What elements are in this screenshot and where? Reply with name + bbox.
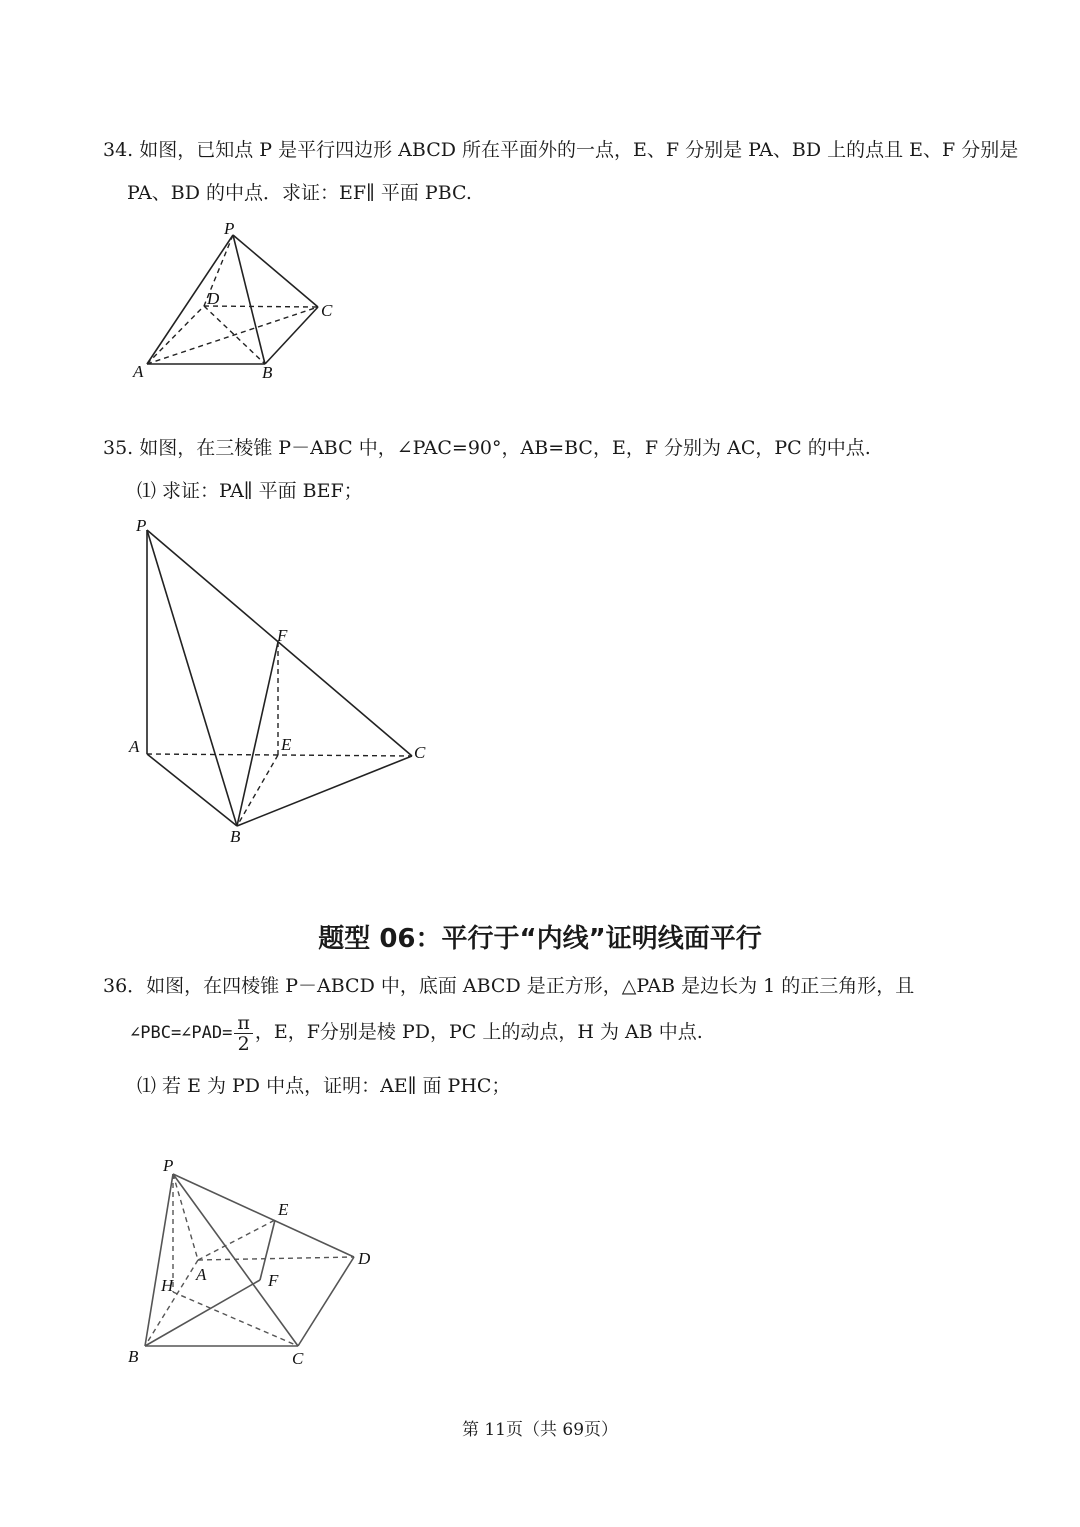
- fraction-denominator: 2: [237, 1032, 250, 1055]
- label-c: C: [292, 1349, 304, 1368]
- edge-bc: [237, 756, 412, 826]
- label-d: D: [358, 1249, 371, 1268]
- edge-ad: [198, 1257, 354, 1260]
- edge-pb: [233, 235, 265, 364]
- label-c: C: [414, 743, 426, 762]
- q36-condition: [130, 1012, 703, 1054]
- label-b: B: [230, 827, 241, 846]
- edge-pd: [173, 1174, 354, 1257]
- label-a: A: [133, 362, 144, 381]
- edge-pc: [233, 235, 318, 307]
- fraction-numerator: π: [234, 1013, 253, 1034]
- edge-pb: [147, 530, 237, 826]
- label-f: F: [277, 626, 288, 645]
- q35-line1: 35. 如图，在三棱锥 P－ABC 中，∠PAC=90°，AB=BC，E，F 分别为 AC，PC 的中点.: [103, 437, 871, 459]
- q35-figure: [120, 510, 440, 854]
- edge-pa: [147, 235, 233, 364]
- q34-line1: 34. 如图，已知点 P 是平行四边形 ABCD 所在平面外的一点，E、F 分别是 PA、BD 上的点且 E、F 分别是: [103, 139, 1019, 161]
- edge-pb: [145, 1174, 173, 1346]
- label-b: B: [262, 363, 273, 382]
- edge-pa: [173, 1174, 198, 1260]
- edge-bc: [265, 307, 318, 364]
- pi-over-2-fraction: [234, 1013, 253, 1054]
- q36-angle-condition: ∠PBC=∠PAD=: [130, 1023, 233, 1043]
- label-e: E: [278, 1200, 289, 1219]
- q36-part1: ⑴ 若 E 为 PD 中点，证明：AE∥ 面 PHC；: [137, 1075, 511, 1097]
- q34-figure: [120, 210, 360, 394]
- label-a: A: [129, 737, 140, 756]
- edge-dc: [204, 306, 318, 307]
- label-f: F: [268, 1271, 279, 1290]
- edge-ab: [145, 1260, 198, 1346]
- q35-part1: ⑴ 求证：PA∥ 平面 BEF；: [137, 480, 363, 502]
- q34-line2: PA、BD 的中点．求证：EF∥ 平面 PBC.: [127, 182, 472, 204]
- label-h: H: [161, 1276, 174, 1295]
- label-c: C: [321, 301, 333, 320]
- edge-ad: [147, 306, 204, 364]
- label-d: D: [207, 289, 220, 308]
- page-footer: 第 11页（共 69页）: [461, 1420, 619, 1440]
- label-b: B: [128, 1347, 139, 1366]
- label-p: P: [224, 219, 235, 238]
- q36-line1: 36．如图，在四棱锥 P－ABCD 中，底面 ABCD 是正方形，△PAB 是边长为 1 的正三角形，且: [103, 975, 915, 997]
- segment-bf: [237, 642, 278, 826]
- q36-figure: [120, 1150, 380, 1384]
- q36-condition-rest: ，E，F分别是棱 PD，PC 上的动点，H 为 AB 中点.: [254, 1021, 703, 1043]
- segment-eb: [237, 755, 278, 826]
- edge-ac: [147, 754, 412, 756]
- segment-ae: [198, 1220, 275, 1260]
- label-a: A: [196, 1265, 207, 1284]
- label-p: P: [136, 516, 147, 535]
- label-e: E: [281, 735, 292, 754]
- edge-ab: [147, 754, 237, 826]
- section-title: 题型 06：平行于“内线”证明线面平行: [318, 924, 762, 954]
- edge-cd: [298, 1257, 354, 1346]
- label-p: P: [163, 1156, 174, 1175]
